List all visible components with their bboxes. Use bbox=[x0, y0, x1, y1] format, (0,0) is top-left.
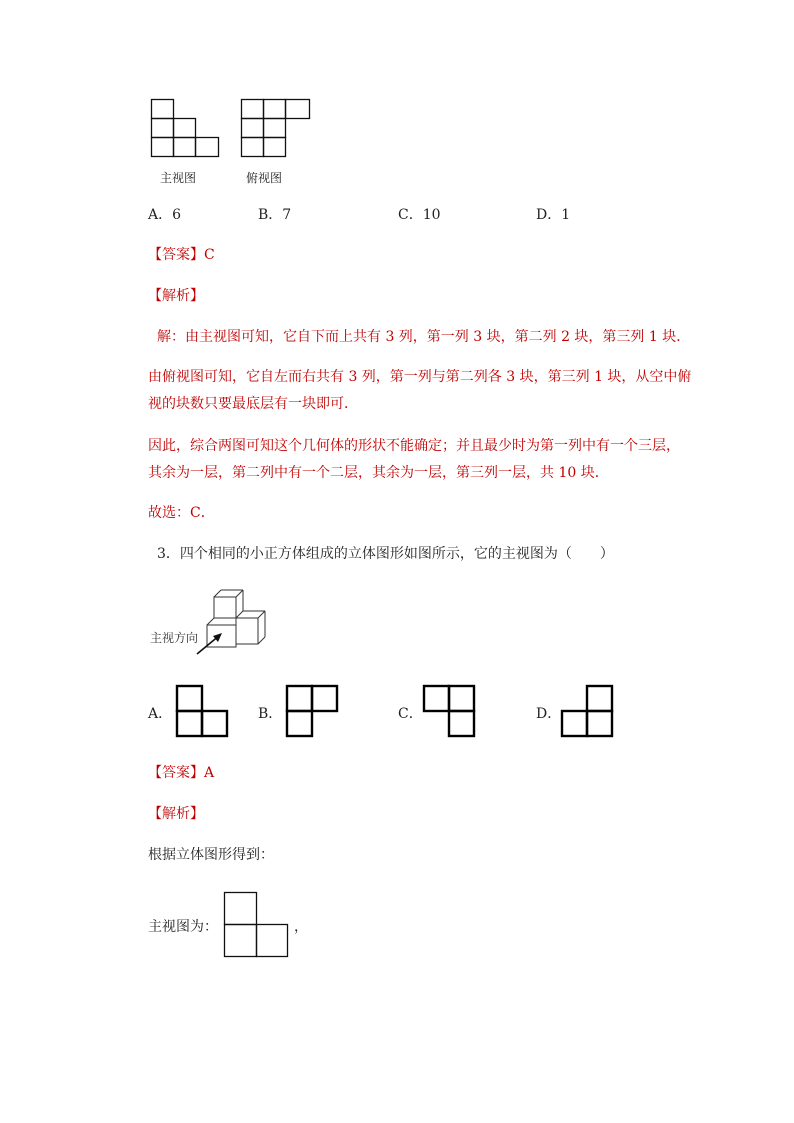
main-view-figure bbox=[151, 99, 221, 159]
answer-value: A bbox=[204, 765, 215, 781]
answer-tag: 【答案】 bbox=[148, 765, 204, 781]
q3-option-d-figure[interactable] bbox=[561, 685, 615, 739]
q2-answer bbox=[148, 245, 215, 265]
q2-option-b[interactable]: B．7 bbox=[258, 207, 292, 223]
q2-option-a[interactable]: A．6 bbox=[148, 207, 182, 223]
q3-stem: 3．四个相同的小正方体组成的立体图形如图所示，它的主视图为（ ） bbox=[157, 546, 614, 562]
q3-answer bbox=[148, 763, 214, 783]
answer-value: C bbox=[204, 247, 215, 263]
q3-option-b-figure[interactable] bbox=[286, 685, 340, 739]
q2-option-c[interactable]: C．10 bbox=[398, 207, 441, 223]
q2-analysis-line-1: 解：由主视图可知，它自下而上共有 3 列，第一列 3 块，第二列 2 块，第三列 1 块． bbox=[157, 329, 691, 345]
q2-analysis-line-2: 由俯视图可知，它自左而右共有 3 列，第一列与第二列各 3 块，第三列 1 块，从空中俯 bbox=[148, 369, 692, 385]
top-view-caption: 俯视图 bbox=[246, 171, 283, 185]
cube-top-face bbox=[214, 597, 236, 618]
q3-option-b-label[interactable]: B． bbox=[258, 706, 283, 722]
q2-analysis-line-4: 因此，综合两图可知这个几何体的形状不能确定；并且最少时为第一列中有一个三层， bbox=[148, 438, 680, 454]
q3-solution-figure bbox=[224, 892, 290, 960]
main-view-caption: 主视图 bbox=[160, 171, 197, 185]
q3-option-d-label[interactable]: D． bbox=[536, 706, 562, 722]
q3-main-view-label: 主视图为： bbox=[148, 919, 218, 935]
q2-analysis-line-3: 视的块数只要最底层有一块即可． bbox=[148, 396, 358, 412]
q3-analysis-intro: 根据立体图形得到： bbox=[148, 847, 274, 863]
direction-label: 主视方向 bbox=[150, 631, 199, 645]
q2-option-d[interactable]: D．1 bbox=[536, 207, 571, 223]
q2-analysis-conclusion: 故选：C． bbox=[148, 505, 215, 521]
q3-option-c-figure[interactable] bbox=[423, 685, 477, 739]
q3-analysis-tag: 【解析】 bbox=[148, 806, 204, 822]
q3-option-a-figure[interactable] bbox=[176, 685, 230, 739]
q2-analysis-line-5: 其余为一层，第二列中有一个二层，其余为一层，第三列一层，共 10 块． bbox=[148, 465, 609, 481]
q3-option-a-label[interactable]: A． bbox=[148, 706, 173, 722]
trailing-comma: ， bbox=[294, 919, 308, 935]
q3-option-c-label[interactable]: C． bbox=[398, 706, 423, 722]
top-view-figure bbox=[241, 99, 313, 159]
answer-tag: 【答案】 bbox=[148, 247, 204, 263]
q2-analysis-tag: 【解析】 bbox=[148, 288, 204, 304]
isometric-cubes-figure bbox=[150, 588, 280, 658]
